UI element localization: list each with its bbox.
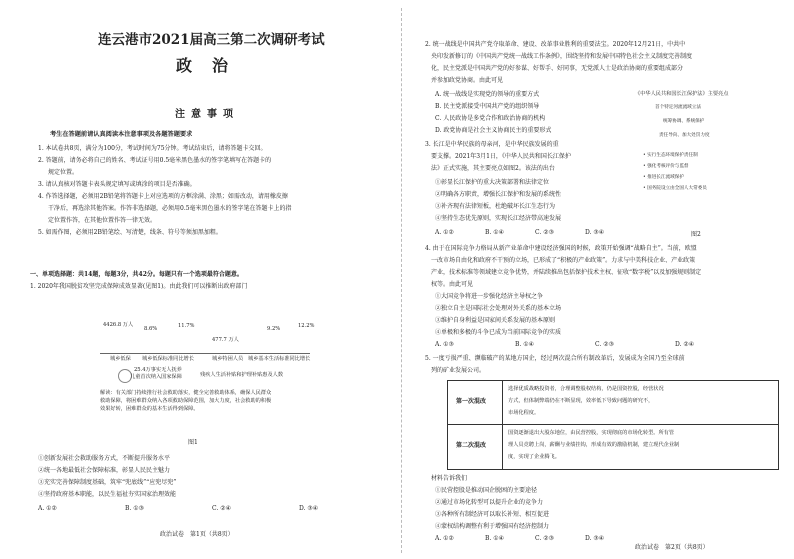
- note-3: 3. 请认真核对答题卡表头规定填写或填涂的项目是否准确。: [38, 181, 196, 188]
- note-1: 1. 本试卷共8页，满分为100分，考试时间为75分钟。考试结束后，请将答题卡交回。: [38, 145, 267, 152]
- q4-line-1: 4. 由于在国际竞争力格局从新产业革命中建设经济强国的时候，政策开始强调“战略自主”。当前，欧盟: [425, 245, 697, 252]
- table-row1-line1: 选择优质战略投资者，合理调整股权结构，仍是国资控股，经营状况: [508, 386, 664, 392]
- fig2-list-1: • 实行生态环境保护责任制: [643, 153, 698, 158]
- note-4b: 干净后，再选涂其他答案。作答非选择题，必须用0.5毫米黑色墨水的签字笔在答题卡上的指: [48, 205, 292, 212]
- q4-option-3: ③维护自身利益是国家间关系发展的基本原则: [435, 317, 556, 324]
- q4-answer-a: A. ①③: [435, 341, 454, 348]
- table-row1-line3: 市场化程度。: [508, 410, 540, 416]
- fig1-cat-2: 城乡低保标准同比增长: [142, 356, 194, 362]
- q4-option-1: ①大国竞争将进一步强化经济主导权之争: [435, 293, 544, 300]
- fig1-mid-1: 25.4万事实无人抚养: [134, 367, 182, 373]
- q3-option-2: ②明确各方职责，增强长江保护和发展的系统性: [435, 191, 562, 198]
- exam-title: 连云港市2021届高三第二次调研考试: [98, 32, 325, 48]
- fig1-mid-2: 儿童首次纳入国家保障: [130, 374, 182, 380]
- q2-line-1: 2. 统一战线是中国共产党夺取革命、建设、改革事业胜利的重要法宝。2020年12月21日，中共中: [425, 41, 686, 48]
- note-4: 4. 作答选择题，必须用2B铅笔将答题卡上对应选项的方框涂满、涂黑；如需改动，请用橡皮擦: [38, 193, 288, 200]
- fig2-item-2: 统筹协调、系统保护: [663, 119, 705, 124]
- fig1-label-a: 4426.8 万人: [103, 322, 134, 328]
- q4-line-2: 一改市场自由化和政府不干预的立场，已形成了“积极的产业政策”。力求与中美科技企业、产业政策: [431, 257, 696, 264]
- q5-answer-b: B. ①④: [485, 535, 504, 542]
- note-2: 2. 答题前，请务必将自己的姓名、考试证号用0.5毫米黑色墨水的签字笔填写在答题卡的: [38, 157, 272, 164]
- q2-line-3: 化，民主党派是中国共产党的好参谋、好帮手、好同事，无党派人士是政治协商的重要组成部分: [431, 65, 684, 72]
- table-row1-line2: 方式，但体制弊端仍在不断显现，效率低下导致问题的研究不，: [508, 398, 654, 404]
- fig2-title: 《中华人民共和国长江保护法》主要亮点: [635, 91, 729, 97]
- fig2-list-3: • 推进长江流域保护: [643, 175, 684, 180]
- fig1-label-e: 9.2%: [267, 326, 281, 332]
- q5-line-1: 5. 一度亏损严重、濒临破产的某地方国企，经过两次混合所有制改革后，发展成为全国乃至全球前: [425, 355, 685, 362]
- section-1-heading: 一、单项选择题：共14题，每题3分，共42分。每题只有一个选项最符合题意。: [30, 271, 243, 278]
- q5-option-4: ④蒙权结构调整有利于增强国有经济控制力: [435, 523, 550, 530]
- note-5: 5. 如需作图，必须用2B铅笔绘、写清楚，线条、符号等须加黑加粗。: [38, 229, 222, 236]
- fig1-label-c: 11.7%: [178, 323, 195, 329]
- q5-answer-c: C. ②③: [535, 535, 554, 542]
- table-row2-line3: 度，实现了企业腾飞。: [508, 454, 560, 460]
- page-divider: [401, 8, 402, 553]
- table-row-divider: [448, 424, 778, 425]
- fig1-cat-1: 城乡低保: [110, 356, 131, 362]
- q2-option-c: C. 人民政协是多党合作和政治协商的机构: [435, 115, 546, 122]
- fig1-disability-note: 残疾人生活补贴和护理补贴惠及人数: [200, 372, 284, 378]
- reform-table: [447, 380, 779, 470]
- note-4c: 定位置作答，在其他位置作答一律无效。: [48, 217, 157, 224]
- q4-answer-c: C. ②③: [595, 341, 614, 348]
- fig2-list-4: • 国务院设立由全国人大常委员: [643, 186, 707, 191]
- table-row1-head: 第一次混改: [456, 398, 487, 405]
- fig1-reading-3: 效果好转，困难群众的基本生活得到保障。: [100, 406, 199, 412]
- q3-answer-c: C. ②③: [535, 229, 554, 236]
- q2-line-4: 并参加政党协商。由此可见: [431, 77, 504, 84]
- question-1: 1. 2020年我国脱贫攻坚完成保障成效显著(见图1)。由此我们可以推断出政府部门: [30, 283, 248, 290]
- q5-option-3: ③各种所有制经济可以取长补短、相互促进: [435, 511, 550, 518]
- q3-option-4: ④坚持生态优先原则，实现长江经济带高速发展: [435, 215, 562, 222]
- q1-option-2: ②统一各地最低社会保障标准，彰显人民民主魅力: [38, 467, 171, 474]
- q4-option-2: ②独立自主是国际社会处理对外关系的基本立场: [435, 305, 562, 312]
- q1-option-1: ①创新发展社会救助服务方式，不断提升服务水平: [38, 455, 171, 462]
- fig2-list-2: • 强化考核评价与监督: [643, 164, 689, 169]
- q1-answer-d: D. ③④: [299, 505, 319, 512]
- q1-answer-b: B. ①③: [125, 505, 144, 512]
- q2-option-a: A. 统一战线是实现党的领导的重要方式: [435, 91, 540, 98]
- q3-line-3: 法》正式实施，其主要亮点如图2。该法的出台: [431, 165, 555, 172]
- table-row2-head: 第二次混改: [456, 442, 487, 449]
- q1-answer-a: A. ①②: [38, 505, 57, 512]
- subject-title: 政治: [176, 56, 249, 75]
- table-row2-line1: 国资逐渐退出大股东地位，由民营控股，实现彻底的市场化转型。所有管: [508, 430, 675, 436]
- q2-option-d: D. 政党协商是社会主义协商民主的重要形式: [435, 127, 552, 134]
- table-row2-line2: 理人员竞聘上岗，薪酬与业绩挂钩，形成有效的激励机制，建立现代企业制: [508, 442, 680, 448]
- q5-answer-d: D. ③④: [585, 535, 605, 542]
- q2-line-2: 央印发新修订的《中国共产党统一战线工作条例》，围绕坚持和发展中国特色社会主义制度完善制度: [431, 53, 693, 60]
- q5-line-2: 列的矿业发展公司。: [431, 367, 486, 374]
- fig1-label-f: 12.2%: [298, 323, 315, 329]
- q5-answer-a: A. ①②: [435, 535, 454, 542]
- q3-answer-b: B. ①④: [485, 229, 504, 236]
- q1-option-4: ④坚持政府基本职能，以民生福祉夯实国家治理效能: [38, 491, 177, 498]
- fig1-reading-2: 救助保障，将困难群众纳入各项救助保障范围，加大力度，社会救助的积极: [100, 398, 272, 404]
- figure-1-caption: 图1: [188, 439, 198, 446]
- q3-option-1: ①彰显长江保护的重大决策部署和法律定位: [435, 179, 550, 186]
- q4-answer-d: D. ②④: [675, 341, 695, 348]
- q3-line-2: 要支撑。2021年3月1日，《中华人民共和国长江保护: [431, 153, 571, 160]
- q1-option-3: ③充实完善保障制度基础，筑牢“兜底线”“应兜尽兜”: [38, 479, 177, 486]
- figure-2: [633, 92, 773, 232]
- q4-line-4: 权等。由此可见: [431, 281, 474, 288]
- fig1-cat-3: 城乡特困人员: [212, 356, 244, 362]
- fig2-item-1: 首个特定河流流域立法: [655, 105, 701, 110]
- q5-stem: 材料告诉我们: [431, 475, 468, 482]
- q5-option-2: ②通过市场化转型可以提升企业的竞争力: [435, 499, 544, 506]
- fig2-item-3: 责任导向、加大处罚力度: [659, 133, 710, 138]
- q3-option-3: ③补齐现有法律短板，杜绝破坏长江生态行为: [435, 203, 556, 210]
- right-footer: 政治试卷 第2页（共8页）: [635, 544, 709, 551]
- right-page: [405, 0, 794, 559]
- figure-2-caption: 图2: [691, 231, 701, 238]
- table-col-divider: [502, 381, 503, 469]
- fig1-cat-4: 城乡基本生活标准同比增长: [248, 356, 311, 362]
- notice-title: 注意事项: [175, 109, 239, 120]
- q3-answer-a: A. ①②: [435, 229, 454, 236]
- q3-line-1: 3. 长江是中华民族的母亲河，是中华民族发展的重: [425, 141, 559, 148]
- q4-answer-b: B. ①④: [515, 341, 534, 348]
- q1-answer-c: C. ②④: [212, 505, 231, 512]
- figure-1: [60, 315, 360, 440]
- q2-option-b: B. 民主党派接受中国共产党的组织领导: [435, 103, 540, 110]
- fig1-label-d: 477.7 万人: [212, 337, 239, 343]
- fig1-label-b: 8.6%: [144, 326, 158, 332]
- q3-answer-d: D. ③④: [585, 229, 605, 236]
- q4-line-3: 产业，技术标准等领域建立竞争优势，并陆续推出包括保护技术主权、征收“数字税”以及加强规则制定: [431, 269, 702, 276]
- q5-option-1: ①民营控股是推动国企脱困的主要途径: [435, 487, 538, 494]
- left-footer: 政治试卷 第1页（共8页）: [160, 531, 234, 538]
- notice-subtitle: 考生在答题前请认真阅读本注意事项及各题答题要求: [50, 131, 193, 138]
- q4-option-4: ④单极和多极的斗争已成为当前国际竞争的实质: [435, 329, 562, 336]
- fig1-reading-1: 解读：有关部门持续推行社会救助落实，健全完善救助体系，确保人民群众: [100, 390, 272, 396]
- fig1-baseline: [100, 353, 310, 354]
- note-2b: 规定位置。: [48, 169, 79, 176]
